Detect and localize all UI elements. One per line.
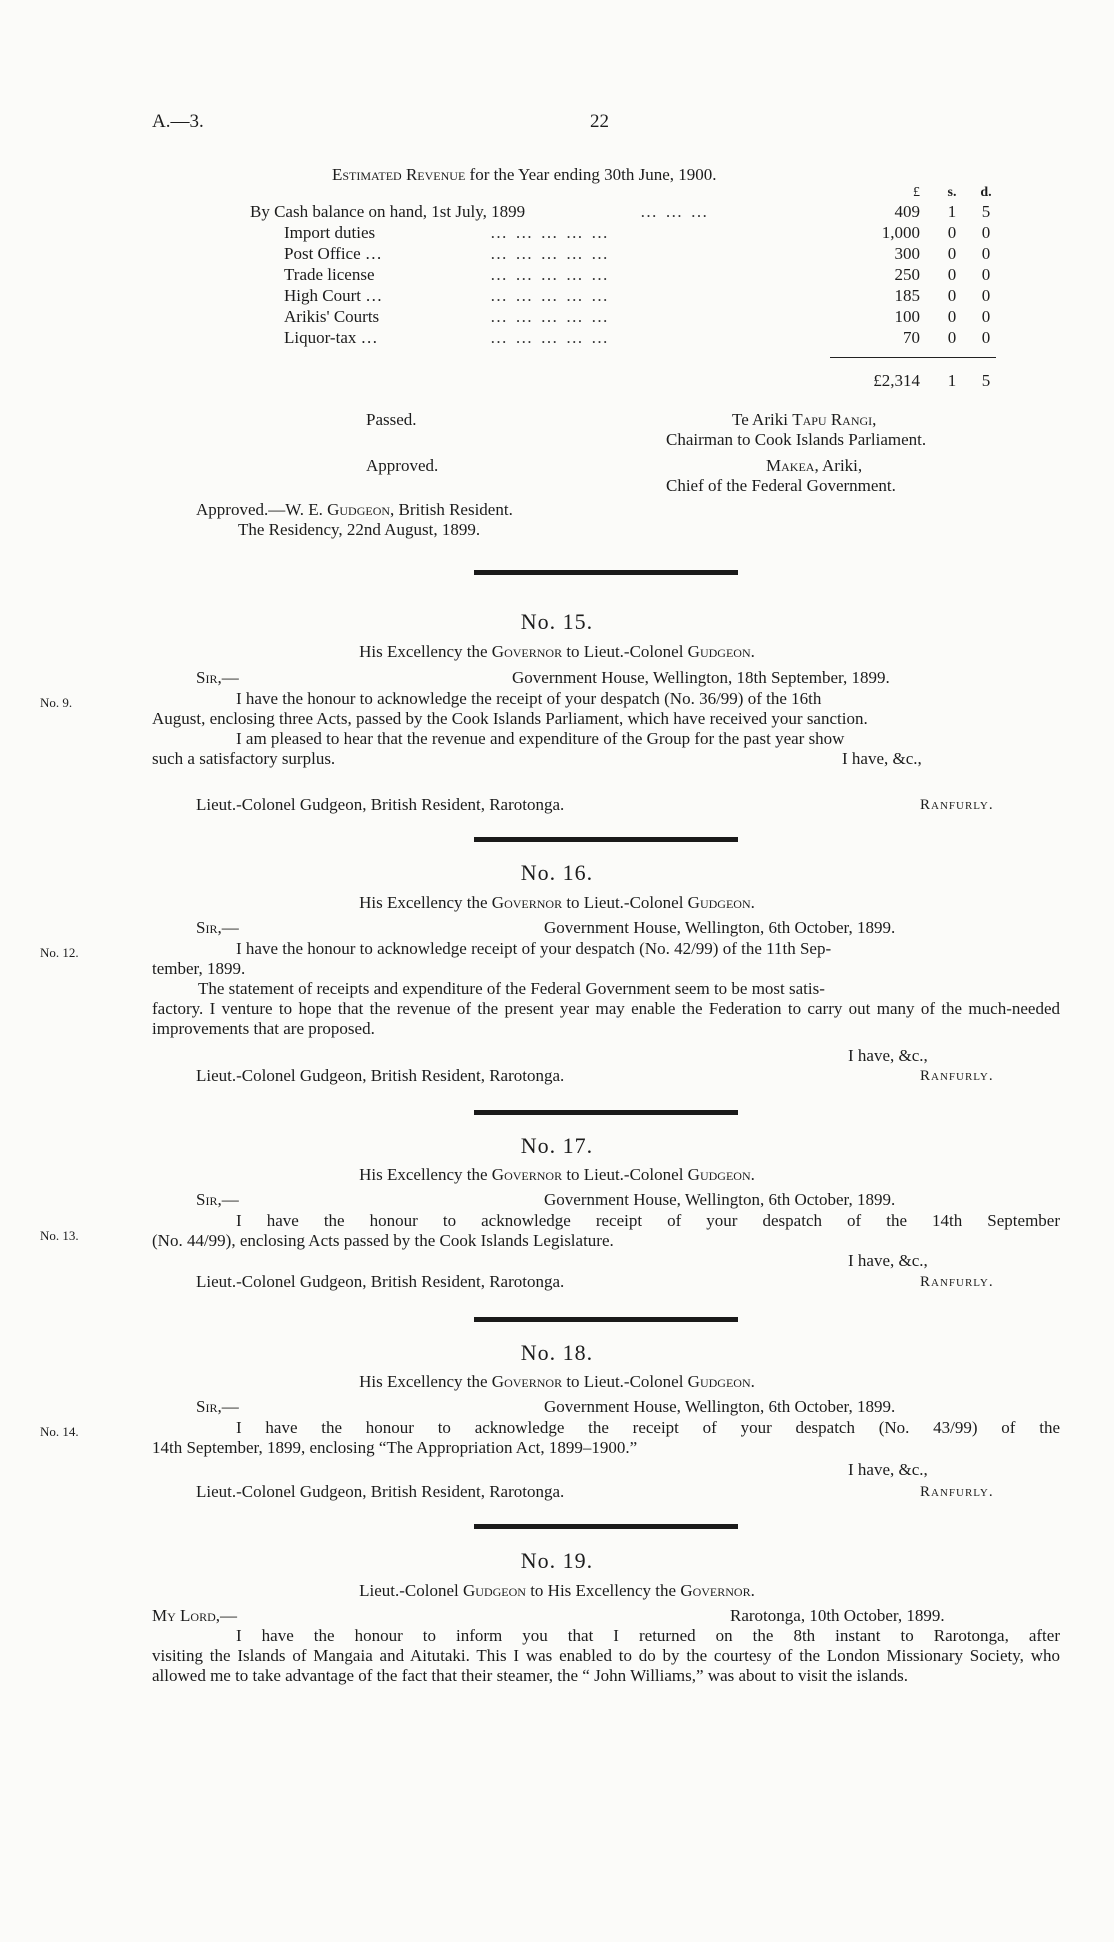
closing: I have, &c., — [848, 1046, 928, 1065]
section-divider — [474, 1110, 738, 1115]
letter-body: I have the honour to acknowledge the receipt of your despatch (No. 43/99) of the 14th September, 1899, enclosing “The Appropriation Act, 1899–1900.” — [152, 1418, 1060, 1457]
table-row: Trade license … … … … … 250 0 0 — [284, 265, 991, 284]
signature: Ranfurly. — [920, 1484, 994, 1500]
letter-heading: His Excellency the Governor to Lieut.-Colonel Gudgeon. — [359, 1165, 755, 1184]
approved-label: Approved. — [366, 456, 439, 475]
margin-ref: No. 13. — [40, 1228, 79, 1243]
margin-ref: No. 12. — [40, 945, 79, 960]
letter-number: No. 16. — [520, 860, 594, 885]
estimate-title: Estimated Revenue for the Year ending 30th June, 1900. — [332, 165, 717, 184]
margin-ref: No. 14. — [40, 1424, 79, 1439]
letter-body: I have the honour to acknowledge the receipt of your despatch (No. 36/99) of the 16th August, enclosing three Acts, passed by the Cook Islands Parliament, which have received your sanction. I am pleased to hear that the revenue and expenditure of the Group for the past year show such a satisfactory surplus. I have, &c., — [152, 689, 922, 768]
section-divider — [474, 837, 738, 842]
signature: Ranfurly. — [920, 797, 994, 813]
closing: I have, &c., — [848, 1460, 928, 1479]
total-row: £2,314 1 5 — [873, 371, 991, 390]
signatory-1-name: Te Ariki Tapu Rangi, — [732, 410, 877, 429]
letter-number: No. 15. — [520, 609, 594, 634]
letter-body: I have the honour to inform you that I returned on the 8th instant to Rarotonga, after visiting the Islands of Mangaia and Aitutaki. This I was enabled to do by the courtesy of the London Missionary Society, who allowed me to take advantage of the fact that their steamer, the “ John Williams,” was about to visit the islands. — [152, 1626, 1060, 1685]
recipient: Lieut.-Colonel Gudgeon, British Resident, Rarotonga. — [196, 795, 565, 814]
table-row: High Court … … … … … … 185 0 0 — [284, 286, 991, 305]
residency-date: The Residency, 22nd August, 1899. — [238, 520, 481, 539]
letter-address: Government House, Wellington, 6th October, 1899. — [544, 1397, 896, 1416]
letter-address: Government House, Wellington, 18th September, 1899. — [512, 668, 890, 687]
table-row: Liquor-tax … … … … … … 70 0 0 — [284, 328, 991, 347]
letter-address: Government House, Wellington, 6th October, 1899. — [544, 1190, 896, 1209]
letter-address: Rarotonga, 10th October, 1899. — [730, 1606, 945, 1625]
table-row: Import duties … … … … … 1,000 0 0 — [284, 223, 991, 242]
estimate-column-headers — [250, 183, 1020, 204]
signatory-1-title: Chairman to Cook Islands Parliament. — [666, 430, 927, 449]
col-pence: d. — [980, 185, 992, 200]
approved-by: Approved.—W. E. Gudgeon, British Resident. — [196, 500, 513, 519]
letter-number: No. 18. — [520, 1340, 594, 1365]
letter-heading: His Excellency the Governor to Lieut.-Colonel Gudgeon. — [359, 1372, 755, 1391]
signature: Ranfurly. — [920, 1068, 994, 1084]
salutation: Sir,— — [196, 1190, 239, 1209]
signatory-2-title: Chief of the Federal Government. — [666, 476, 896, 495]
table-row: Arikis' Courts … … … … … 100 0 0 — [284, 307, 991, 326]
salutation: Sir,— — [196, 918, 239, 937]
salutation: Sir,— — [196, 1397, 239, 1416]
letter-body: I have the honour to acknowledge receipt of your despatch of the 14th September (No. 44/99), enclosing Acts passed by the Cook Islands Legislature. — [152, 1211, 1060, 1250]
closing: I have, &c., — [848, 1251, 928, 1270]
page-ref: A.—3. — [152, 111, 204, 132]
salutation: Sir,— — [196, 668, 239, 687]
letter-heading: His Excellency the Governor to Lieut.-Colonel Gudgeon. — [359, 642, 755, 661]
salutation: My Lord,— — [152, 1606, 238, 1625]
letter-body: I have the honour to acknowledge receipt of your despatch (No. 42/99) of the 11th Sep- tember, 1899. The statement of receipts and expenditure of the Federal Government seem to be most satis- factory. I venture to hope that the revenue of the present year may enable the Federation to carry out many of the much-needed improvements that are proposed. — [152, 939, 1060, 1038]
section-divider — [474, 570, 738, 575]
signature: Ranfurly. — [920, 1274, 994, 1290]
letter-number: No. 19. — [520, 1548, 594, 1573]
col-pound: £ — [913, 185, 920, 200]
total-rule — [830, 357, 996, 358]
letter-heading: Lieut.-Colonel Gudgeon to His Excellency the Governor. — [359, 1581, 755, 1600]
section-divider — [474, 1524, 738, 1529]
table-row: Post Office … … … … … … 300 0 0 — [284, 244, 991, 263]
letter-address: Government House, Wellington, 6th October, 1899. — [544, 918, 896, 937]
signatory-2-name: Makea, Ariki, — [766, 456, 863, 475]
letter-number: No. 17. — [520, 1133, 594, 1158]
recipient: Lieut.-Colonel Gudgeon, British Resident, Rarotonga. — [196, 1066, 565, 1085]
margin-ref: No. 9. — [40, 695, 73, 710]
letter-heading: His Excellency the Governor to Lieut.-Colonel Gudgeon. — [359, 893, 755, 912]
recipient: Lieut.-Colonel Gudgeon, British Resident, Rarotonga. — [196, 1482, 565, 1501]
page-number: 22 — [590, 111, 609, 132]
col-shillings: s. — [947, 185, 957, 200]
recipient: Lieut.-Colonel Gudgeon, British Resident, Rarotonga. — [196, 1272, 565, 1291]
section-divider — [474, 1317, 738, 1322]
table-row: By Cash balance on hand, 1st July, 1899 … … … 409 1 5 — [250, 202, 991, 221]
passed-label: Passed. — [366, 410, 417, 429]
